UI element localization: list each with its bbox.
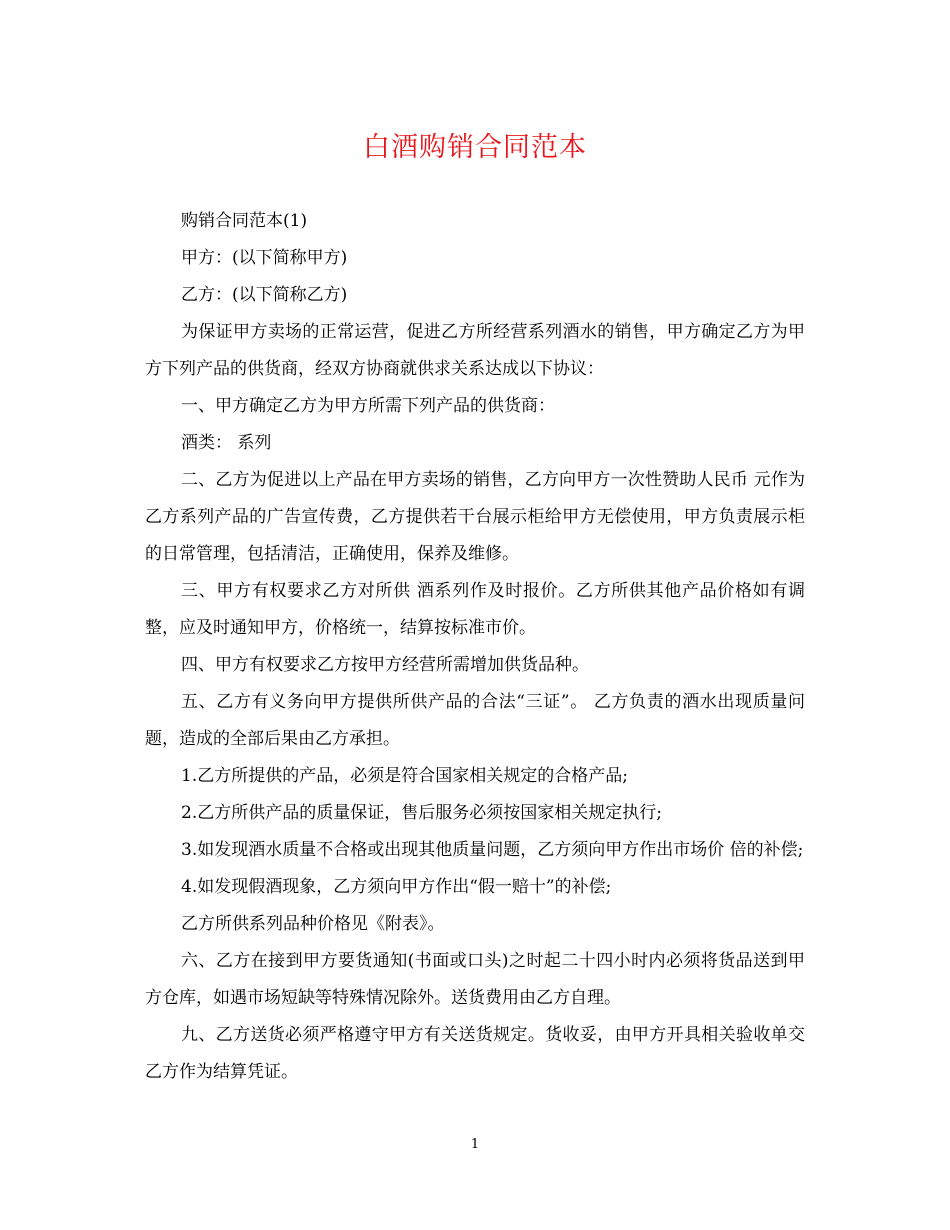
paragraph: 九、乙方送货必须严格遵守甲方有关送货规定。货收妥，由甲方开具相关验收单交乙方作为结算凭证。 xyxy=(145,1025,805,1082)
page-number: 1 xyxy=(470,1137,480,1152)
paragraph: 购销合同范本(1) xyxy=(181,211,308,231)
document-body xyxy=(145,203,805,1091)
paragraph: 甲方：(以下简称甲方) xyxy=(181,248,348,268)
paragraph: 六、乙方在接到甲方要货通知(书面或口头)之时起二十四小时内必须将货品送到甲方仓库，如遇市场短缺等特殊情况除外。送货费用由乙方自理。 xyxy=(145,951,805,1008)
paragraph: 乙方所供系列品种价格见《附表》。 xyxy=(181,914,445,934)
paragraph: 三、甲方有权要求乙方对所供 酒系列作及时报价。乙方所供其他产品价格如有调整，应及时通知甲方，价格统一，结算按标准市价。 xyxy=(145,581,805,638)
paragraph: 3.如发现酒水质量不合格或出现其他质量问题，乙方须向甲方作出市场价 倍的补偿; xyxy=(181,840,804,860)
paragraph: 一、甲方确定乙方为甲方所需下列产品的供货商： xyxy=(181,396,555,416)
document-title: 白酒购销合同范本 xyxy=(363,132,587,163)
paragraph: 为保证甲方卖场的正常运营，促进乙方所经营系列酒水的销售，甲方确定乙方为甲方下列产品的供货商，经双方协商就供求关系达成以下协议： xyxy=(145,322,805,379)
paragraph: 五、乙方有义务向甲方提供所供产品的合法“三证”。 乙方负责的酒水出现质量问题，造成的全部后果由乙方承担。 xyxy=(145,692,805,749)
paragraph: 4.如发现假酒现象，乙方须向甲方作出“假一赔十”的补偿; xyxy=(181,877,612,897)
paragraph: 乙方：(以下简称乙方) xyxy=(181,285,348,305)
paragraph: 酒类： 系列 xyxy=(181,433,272,453)
paragraph: 四、甲方有权要求乙方按甲方经营所需增加供货品种。 xyxy=(181,655,589,675)
paragraph: 1.乙方所提供的产品，必须是符合国家相关规定的合格产品; xyxy=(181,766,628,786)
paragraph: 2.乙方所供产品的质量保证，售后服务必须按国家相关规定执行; xyxy=(181,803,662,823)
paragraph: 二、乙方为促进以上产品在甲方卖场的销售，乙方向甲方一次性赞助人民币 元作为乙方系列产品的广告宣传费，乙方提供若干台展示柜给甲方无偿使用，甲方负责展示柜的日常管理，包括清洁，正确使用，保养及维修。 xyxy=(145,470,805,564)
